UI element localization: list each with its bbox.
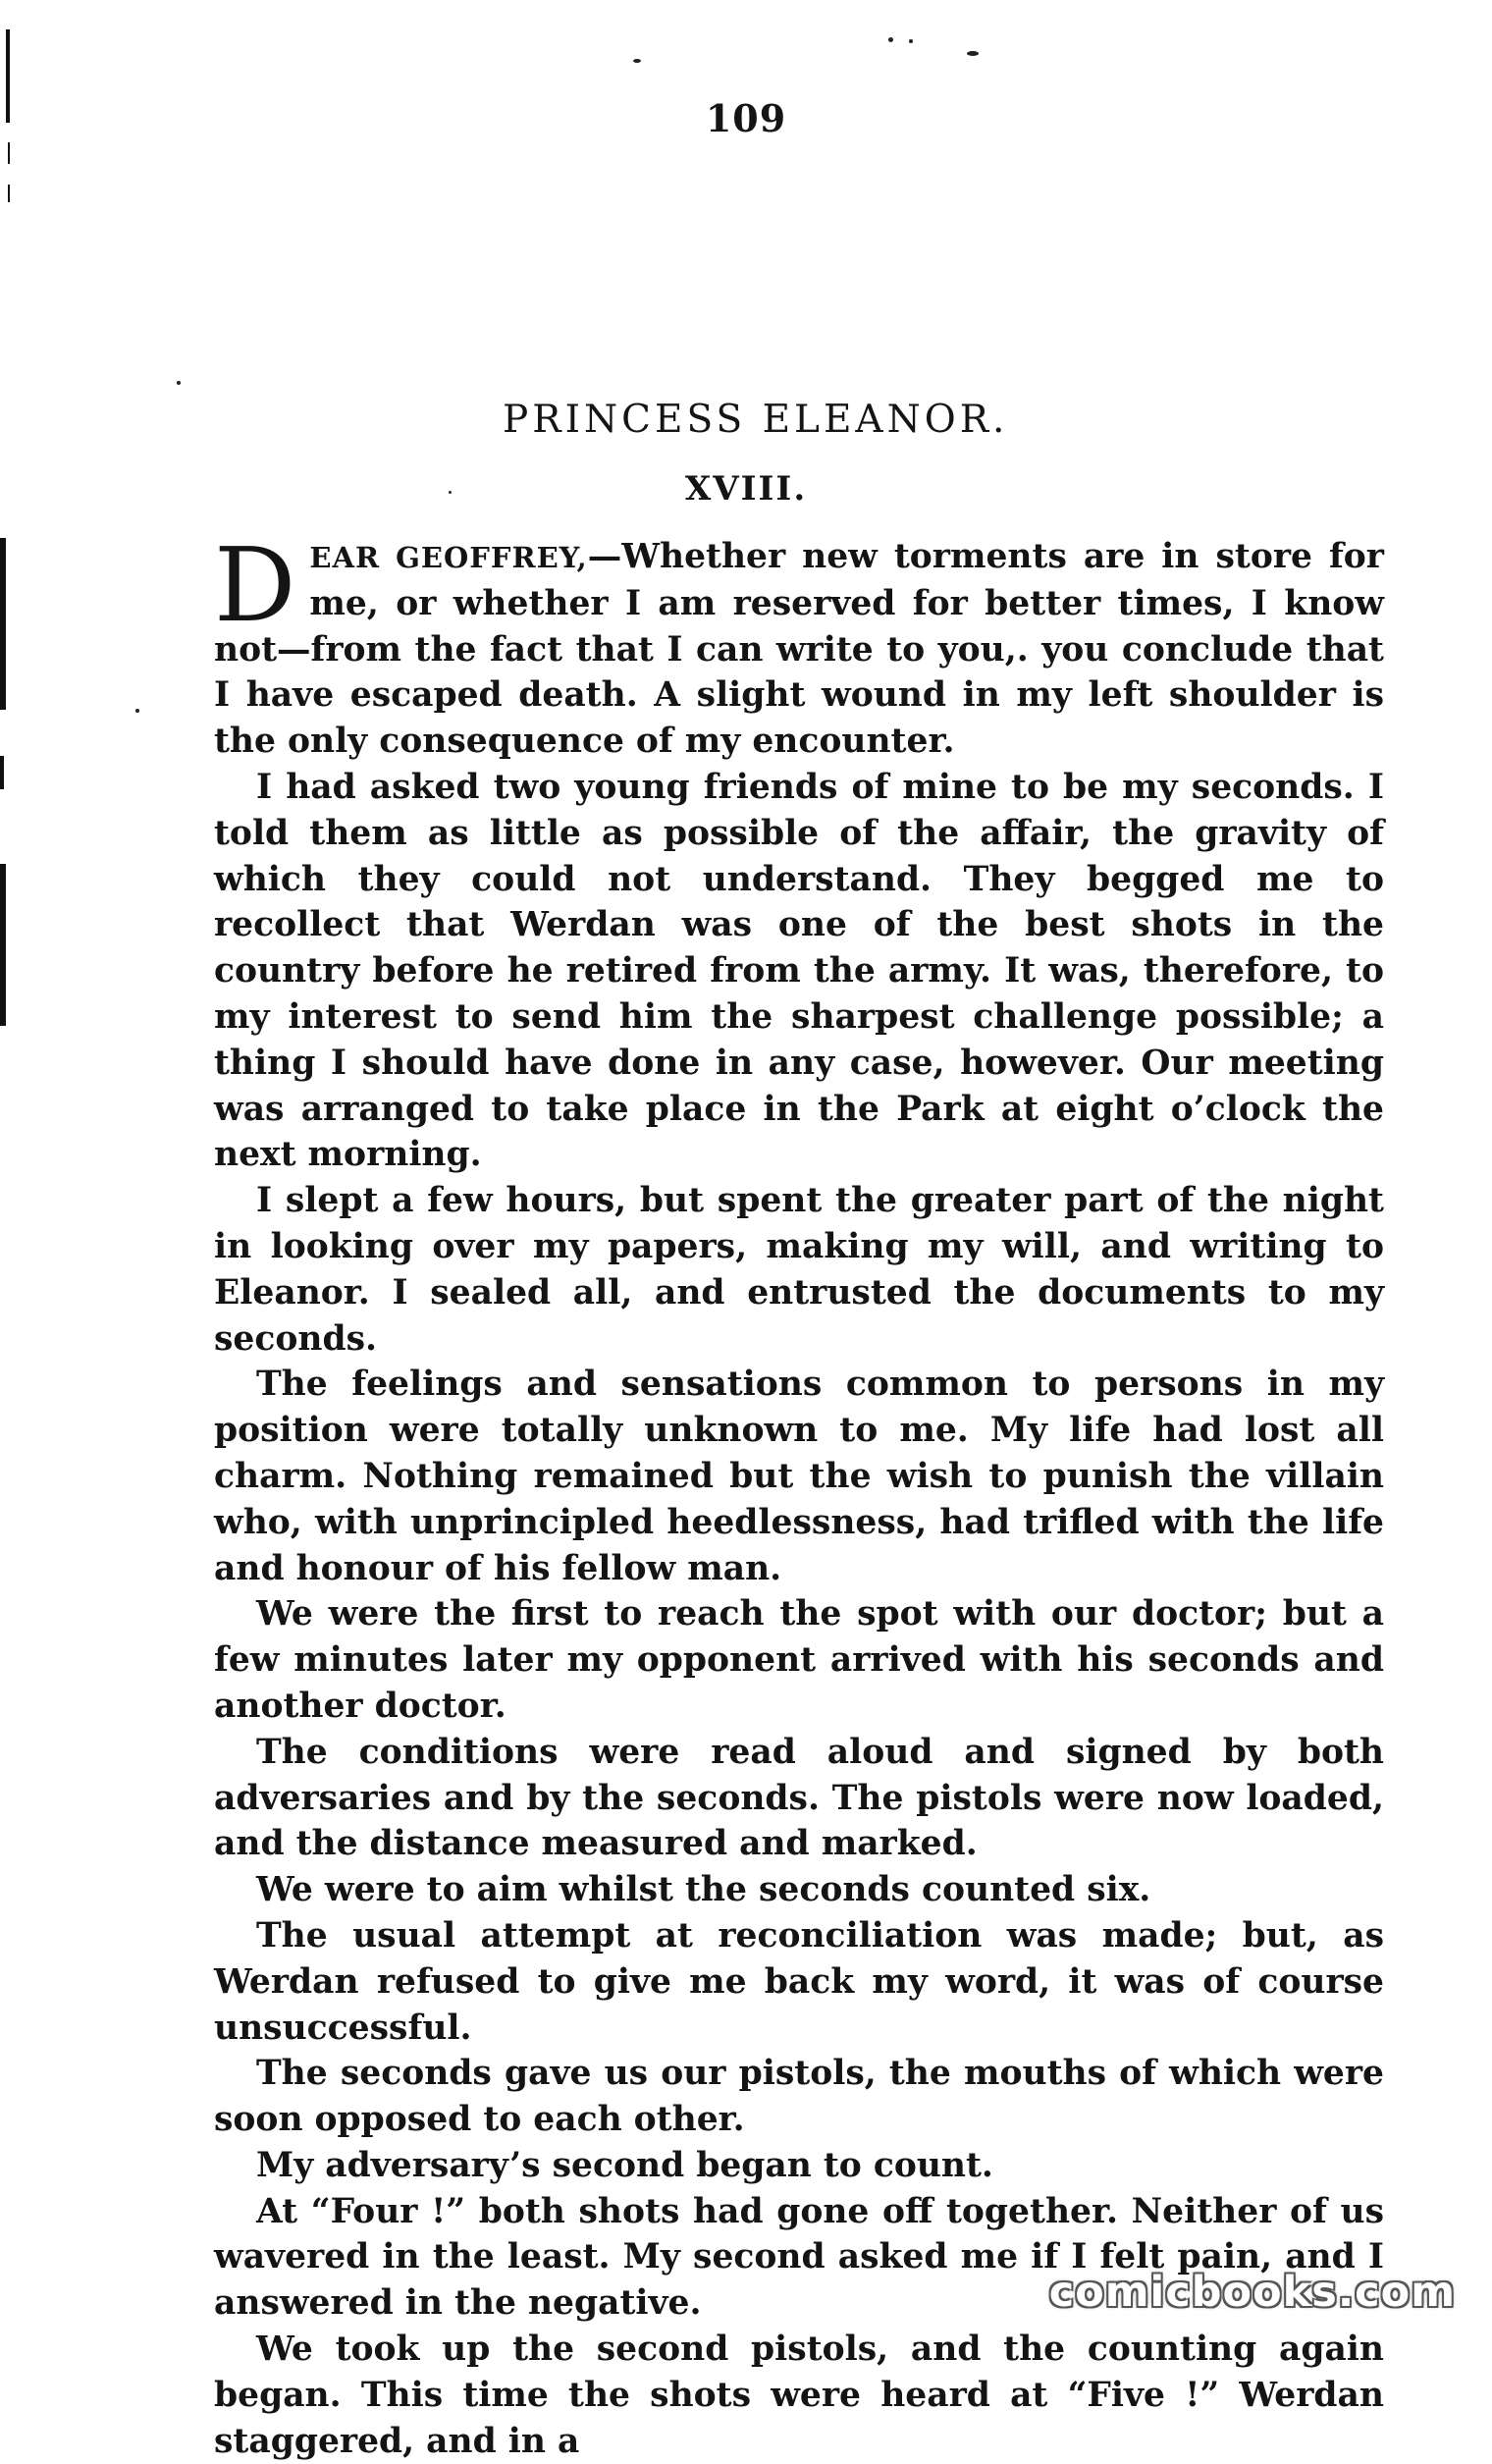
letter-paragraph: We took up the second pistols, and the counting again began. This time the shots were heard at “Five !” Werdan staggered, and in a	[214, 2330, 1384, 2461]
scan-edge-mark	[8, 142, 10, 164]
scan-speck	[909, 39, 913, 43]
page-title: PRINCESS ELEANOR.	[503, 398, 1009, 442]
letter-paragraph: The usual attempt at reconciliation was made; but, as Werdan refused to give me back my word, it was of course unsuccessful.	[214, 1915, 1384, 2048]
letter-paragraph: The seconds gave us our pistols, the mouths of which were soon opposed to each other.	[214, 2054, 1384, 2140]
scan-speck	[967, 51, 979, 56]
scan-speck	[177, 381, 181, 385]
scan-speck	[633, 59, 641, 63]
scan-speck	[135, 709, 139, 713]
letter-paragraph: The conditions were read aloud and signed by both adversaries and by the seconds. The pistols were now loaded, and the distance measured and marked.	[214, 1732, 1384, 1864]
letter-paragraph: My adversary’s second began to count.	[256, 2145, 993, 2185]
watermark-logo: comicbooks.com	[1048, 2268, 1456, 2317]
letter-paragraph	[214, 525, 1384, 765]
letter-paragraph: The feelings and sensations common to persons in my position were totally unknown to me. My life had lost all charm. Nothing remained but the wish to punish the villain who, with unprincipled heedlessness, had trifled with the life and honour of his fellow man.	[214, 1365, 1384, 1588]
scan-edge-mark	[8, 185, 10, 202]
letter-paragraph: I had asked two young friends of mine to be my seconds. I told them as little as possible of the affair, the gravity of which they could not understand. They begged me to recollect that Werdan was one of the best shots in the country before he retired from the army. It was, therefore, to my interest to send him the sharpest challenge possible; a thing I should have done in any case, however. Our meeting was arranged to take place in the Park at eight o’clock the next morning.	[214, 767, 1384, 1175]
salutation: EAR GEOFFREY,	[309, 541, 588, 574]
letter-paragraph: At “Four !” both shots had gone off together. Neither of us wavered in the least. My second asked me if I felt pain, and I answered in the negative.	[214, 2191, 1384, 2324]
scan-edge-mark	[0, 538, 6, 710]
scan-edge-mark	[0, 756, 4, 789]
scan-speck	[888, 37, 893, 42]
letter-paragraph: We were the first to reach the spot with our doctor; but a few minutes later my opponent arrived with his seconds and another doctor.	[214, 1594, 1384, 1726]
drop-cap: D	[214, 525, 296, 645]
paragraph-text: —Whether new torments are in store for me, or whether I am reserved for better times, I know not—from the fact that I can write to you,. you conclude that I have escaped death. A slight wound in my left shoulder is the only consequence of my encounter.	[214, 537, 1384, 762]
letter-body	[214, 525, 1384, 2464]
letter-paragraph: We were to aim whilst the seconds counted six.	[256, 1870, 1151, 1910]
page-number: 109	[705, 96, 787, 140]
letter-paragraph: I slept a few hours, but spent the greater part of the night in looking over my papers, making my will, and writing to Eleanor. I sealed all, and entrusted the documents to my seconds.	[214, 1181, 1384, 1359]
scan-edge-mark	[0, 864, 6, 1026]
chapter-number: XVIII.	[684, 469, 808, 509]
